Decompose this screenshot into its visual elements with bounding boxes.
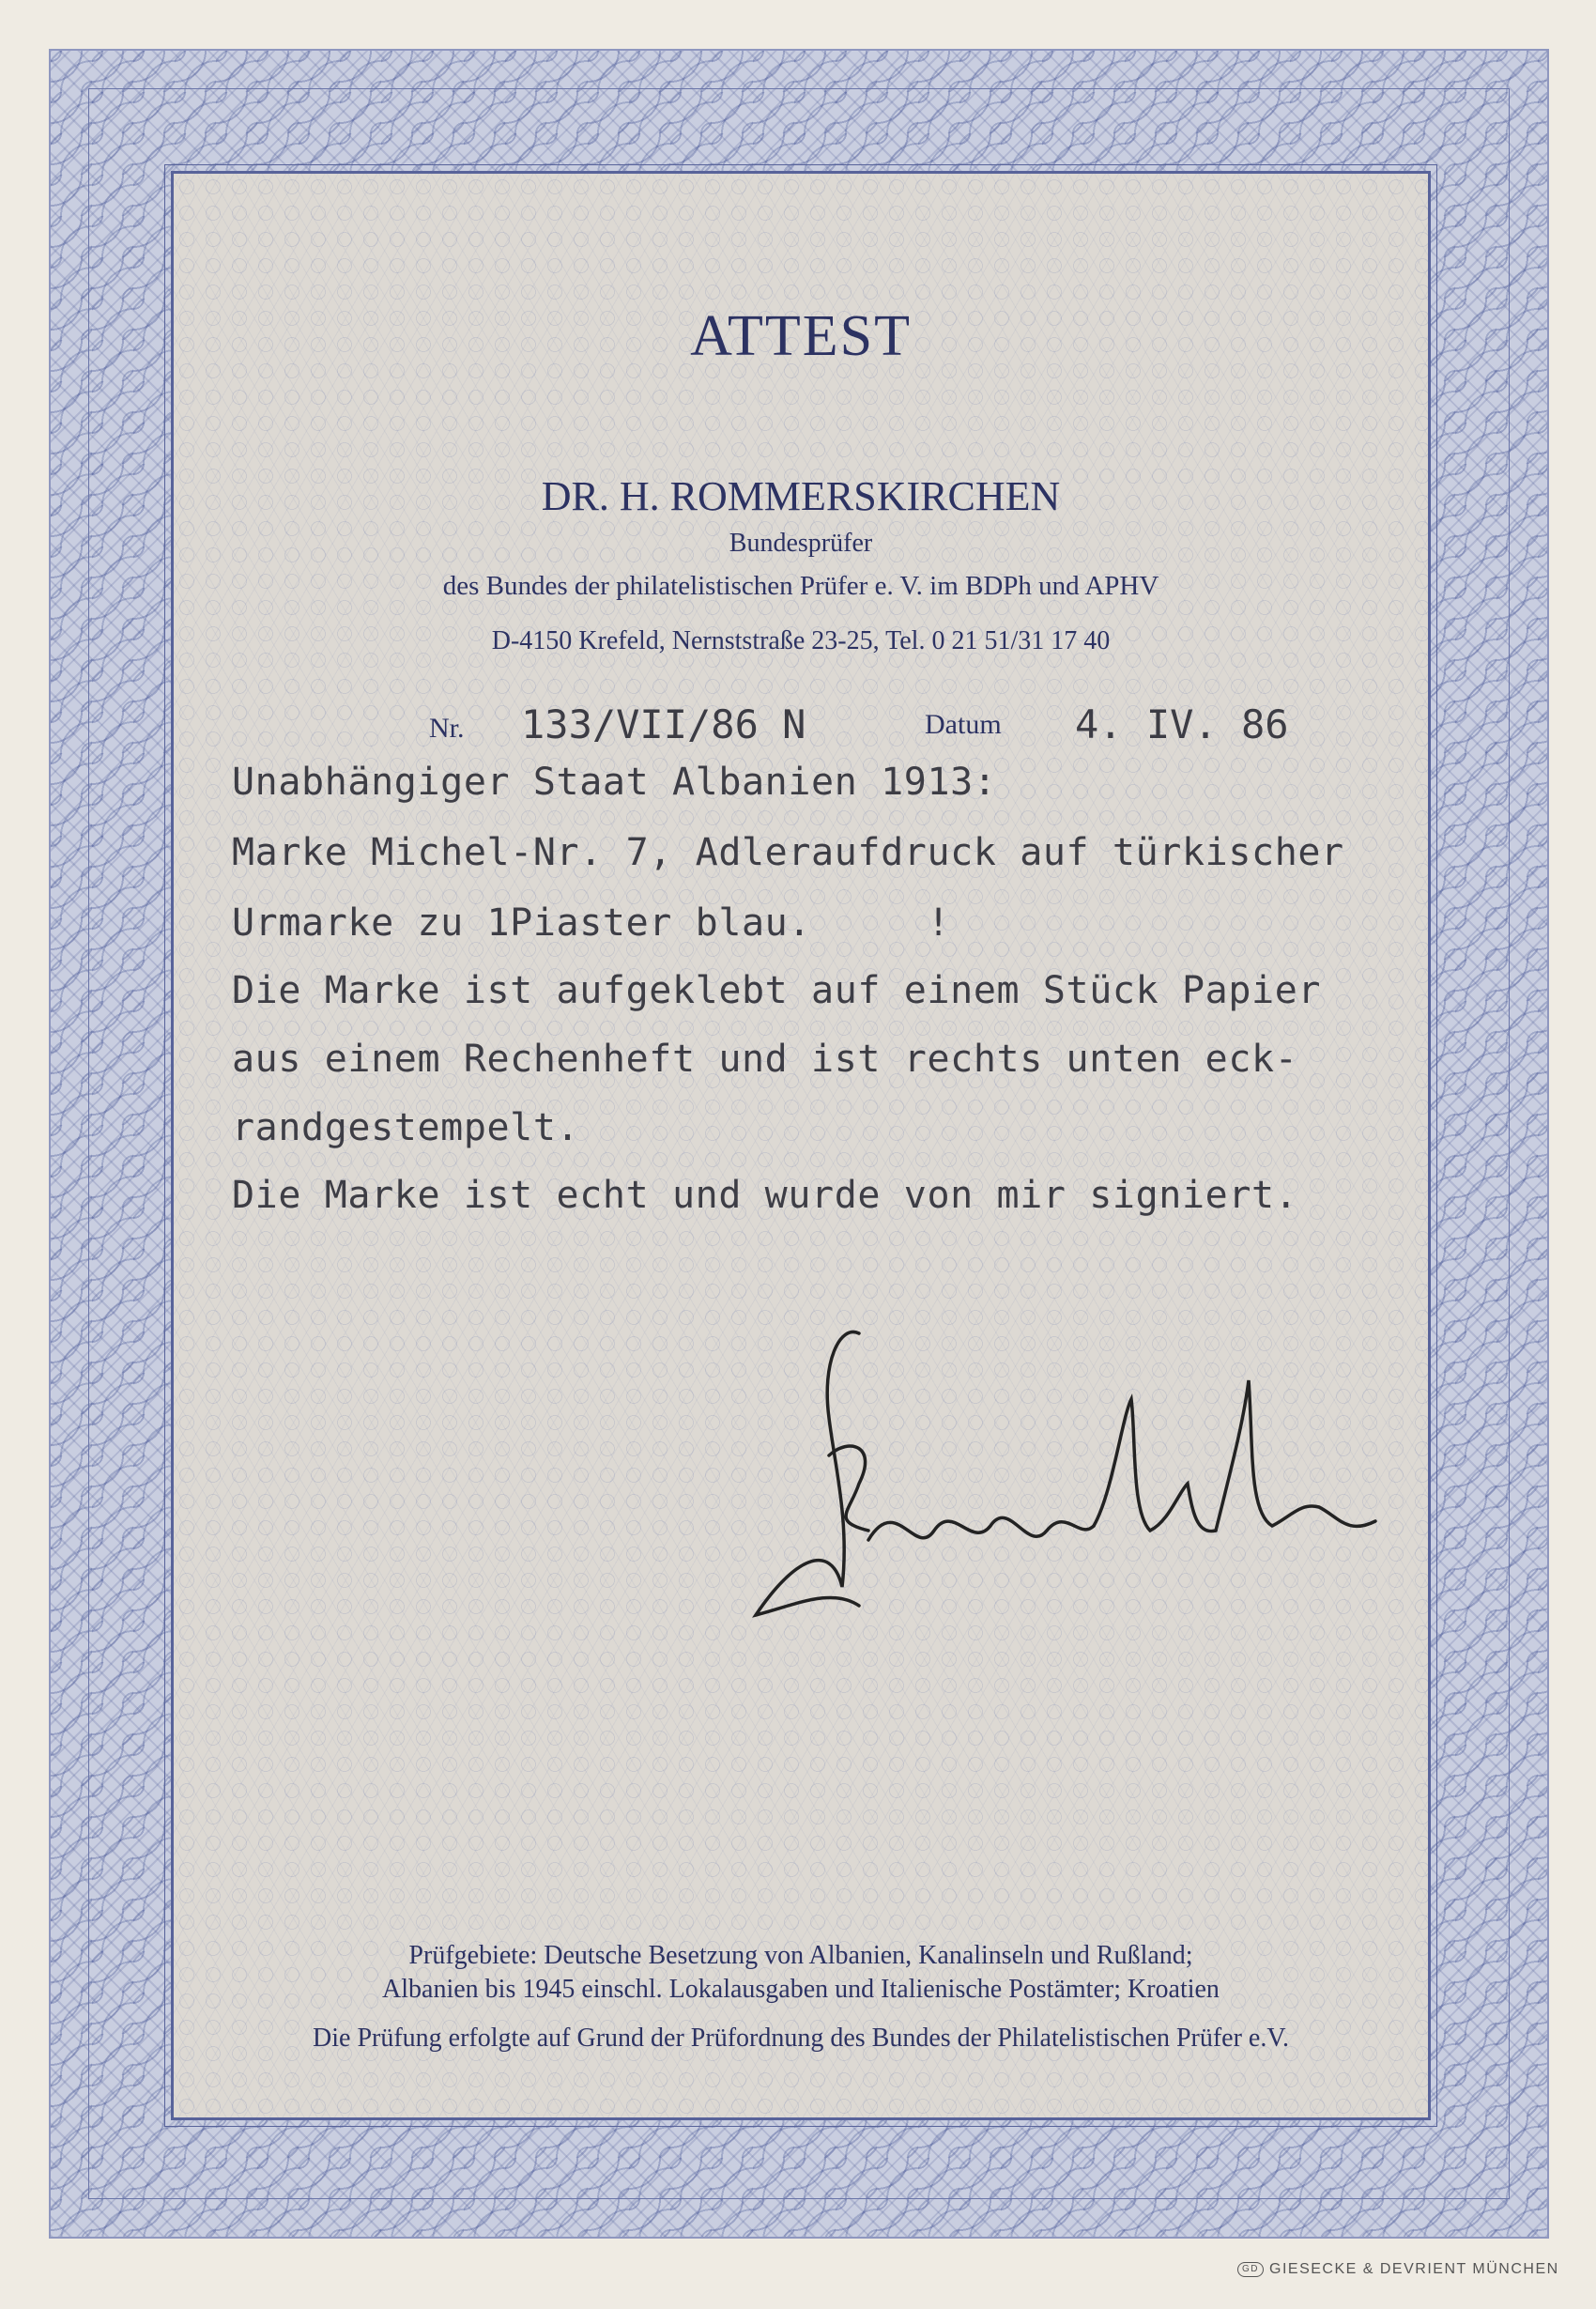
certificate-title: ATTEST — [690, 304, 912, 368]
body-line: Urmarke zu 1Piaster blau. ! — [232, 901, 951, 945]
printer-name: GIESECKE & DEVRIENT MÜNCHEN — [1269, 2261, 1559, 2277]
body-line: Unabhängiger Staat Albanien 1913: — [232, 761, 997, 804]
guilloche-border — [49, 49, 1549, 2239]
body-line: randgestempelt. — [232, 1106, 580, 1149]
footer-scope-line2: Albanien bis 1945 einschl. Lokalausgaben und Italienische Postämter; Kroatien — [382, 1975, 1220, 2004]
nr-value: 133/VII/86 N — [521, 701, 806, 747]
datum-label: Datum — [925, 709, 1002, 740]
certificate-panel — [171, 171, 1431, 2120]
printer-imprint — [1237, 2261, 1559, 2278]
body-line: Die Marke ist echt und wurde von mir signiert. — [232, 1174, 1298, 1217]
footer-regulation: Die Prüfung erfolgte auf Grund der Prüfordnung des Bundes der Philatelistischen Prüfer e.V. — [313, 2024, 1289, 2053]
examiner-role: Bundesprüfer — [729, 529, 873, 558]
body-line: aus einem Rechenheft und ist rechts unten eck- — [232, 1038, 1298, 1081]
footer-scope-line1: Prüfgebiete: Deutsche Besetzung von Albanien, Kanalinseln und Rußland; — [408, 1941, 1193, 1970]
nr-label: Nr. — [429, 713, 465, 744]
examiner-association: des Bundes der philatelistischen Prüfer e. V. im BDPh und APHV — [442, 571, 1159, 601]
body-line: Marke Michel-Nr. 7, Adleraufdruck auf türkischer — [232, 831, 1344, 874]
examiner-name: DR. H. ROMMERSKIRCHEN — [541, 473, 1061, 519]
datum-value: 4. IV. 86 — [1075, 701, 1289, 747]
body-line: Die Marke ist aufgeklebt auf einem Stück Papier — [232, 969, 1322, 1012]
printer-logo: GD — [1237, 2262, 1264, 2277]
examiner-address: D-4150 Krefeld, Nernststraße 23-25, Tel. 0 21 51/31 17 40 — [491, 626, 1111, 655]
examiner-signature — [718, 1305, 1394, 1624]
